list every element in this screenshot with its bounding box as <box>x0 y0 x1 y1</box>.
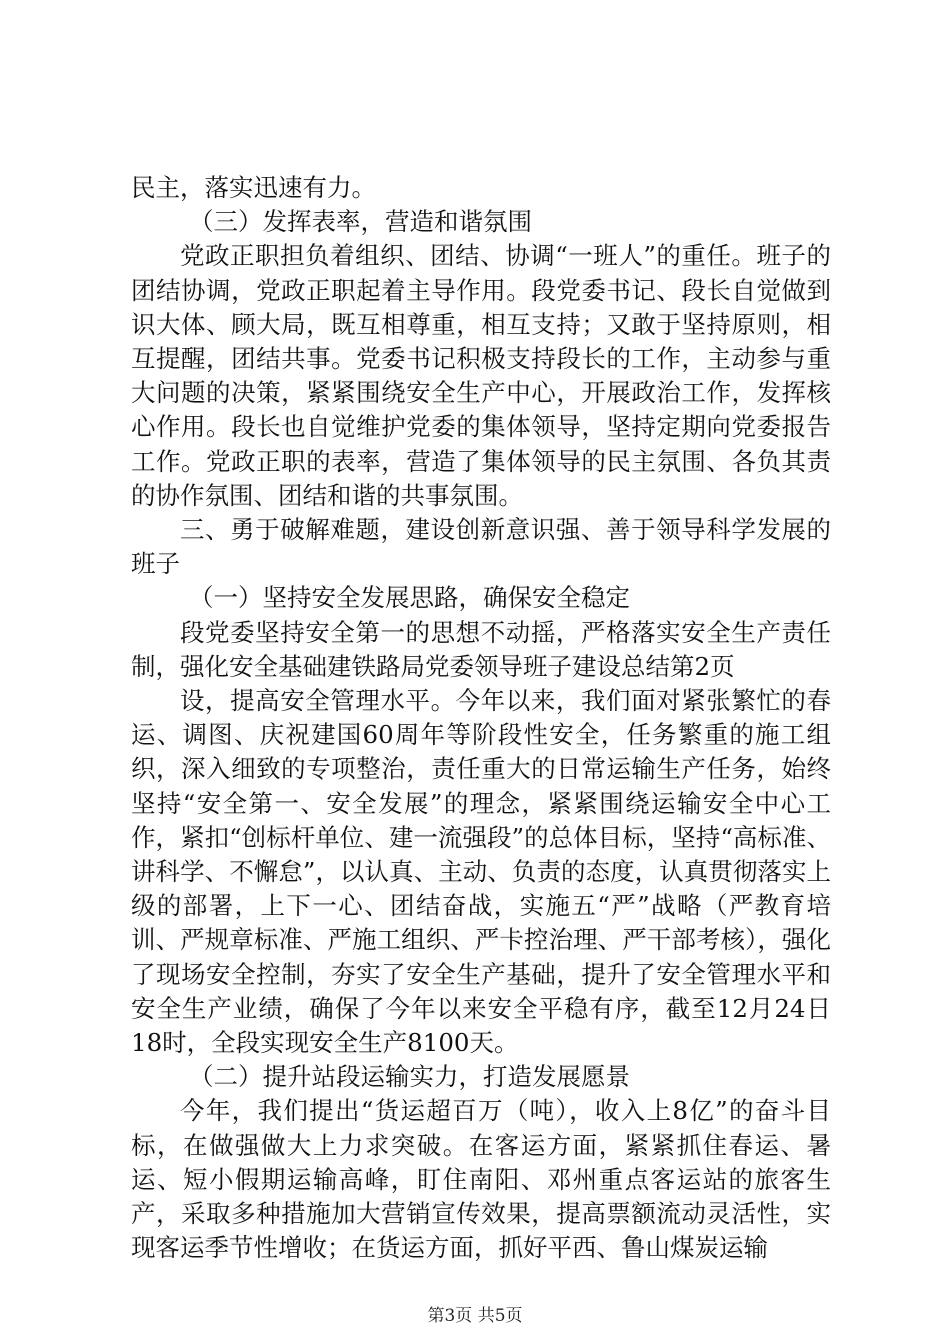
section-heading: （二）提升站段运输实力，打造发展愿景 <box>189 1062 630 1092</box>
document-body <box>131 171 831 1266</box>
section-heading: （一）坚持安全发展思路，确保安全稳定 <box>189 583 630 613</box>
page-footer: 第3页 共5页 <box>427 1306 523 1326</box>
section-heading: （三）发挥表率，营造和谐氛围 <box>189 207 532 237</box>
paragraph: 今年，我们提出“货运超百万（吨），收入上8亿”的奋斗目标，在做强做大上力求突破。在客运方面，紧紧抓住春运、暑运、短小假期运输高峰，盯住南阳、邓州重点客运站的旅客生产，采取多种措施加大营销宣传效果，提高票额流动灵活性，实现客运季节性增收；在货运方面，抓好平西、鲁山煤炭运输 <box>131 1096 831 1263</box>
paragraph: 民主，落实迅速有力。 <box>131 173 376 202</box>
section-heading: 三、勇于破解难题，建设创新意识强、善于领导科学发展的班子 <box>131 515 831 579</box>
paragraph: 党政正职担负着组织、团结、协调“一班人”的重任。班子的团结协调，党政正职起着主导作用。段党委书记、段长自觉做到识大体、顾大局，既互相尊重，相互支持；又敢于坚持原则，相互提醒，团结共事。党委书记积极支持段长的工作，主动参与重大问题的决策，紧紧围绕安全生产中心，开展政治工作，发挥核心作用。段长也自觉维护党委的集体领导，坚持定期向党委报告工作。党政正职的表率，营造了集体领导的民主氛围、各负其责的协作氛围、团结和谐的共事氛围。 <box>131 241 831 510</box>
paragraph: 段党委坚持安全第一的思想不动摇，严格落实安全生产责任制，强化安全基础建铁路局党委领导班子建设总结第2页 <box>131 617 831 681</box>
paragraph: 设，提高安全管理水平。今年以来，我们面对紧张繁忙的春运、调图、庆祝建国60周年等阶段性安全，任务繁重的施工组织，深入细致的专项整治，责任重大的日常运输生产任务，始终坚持“安全第一、安全发展”的理念，紧紧围绕运输安全中心工作，紧扣“创标杆单位、建一流强段”的总体目标，坚持“高标准、讲科学、不懈怠”，以认真、主动、负责的态度，认真贯彻落实上级的部署，上下一心、团结奋战，实施五“严”战略（严教育培训、严规章标准、严施工组织、严卡控治理、严干部考核），强化了现场安全控制，夯实了安全生产基础，提升了安全管理水平和安全生产业绩，确保了今年以来安全平稳有序，截至12月24日18时，全段实现安全生产8100天。 <box>131 686 831 1058</box>
